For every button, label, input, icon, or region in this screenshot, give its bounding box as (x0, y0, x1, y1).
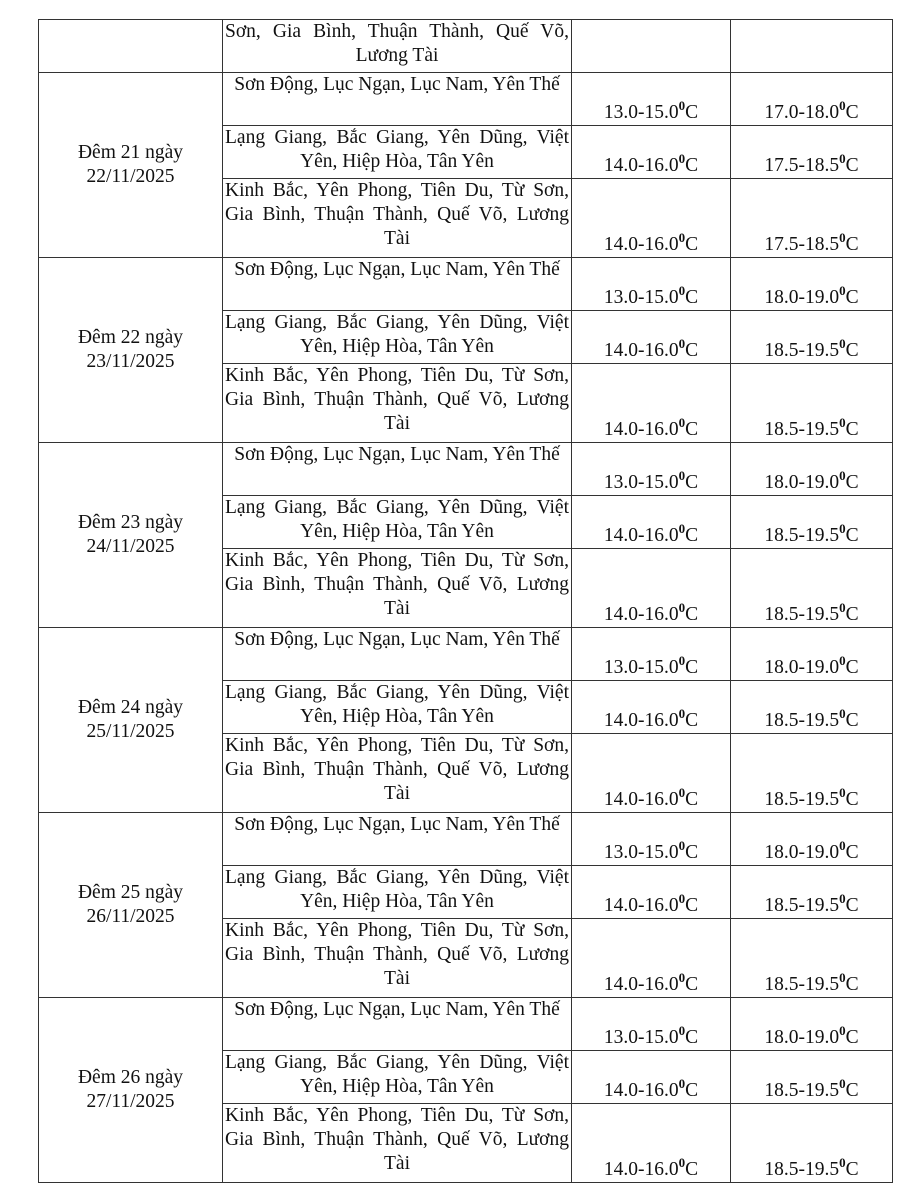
temp-range-a-cell (572, 998, 731, 1051)
area-cell: Sơn Động, Lục Ngạn, Lục Nam, Yên Thế (223, 258, 572, 311)
unit-label: C (685, 657, 699, 678)
temp-range-a-cell (572, 258, 731, 311)
area-cell: Kinh Bắc, Yên Phong, Tiên Du, Từ Sơn, Gia Bình, Thuận Thành, Quế Võ, Lương Tài (223, 549, 572, 628)
degree-mark: 0 (839, 230, 846, 245)
degree-mark: 0 (839, 706, 846, 721)
date-label: 26/11/2025 (86, 906, 175, 927)
degree-mark: 0 (678, 521, 686, 536)
temp-range-b-cell (731, 813, 893, 866)
unit-label: C (685, 472, 699, 493)
temp-range-b-cell (731, 496, 893, 549)
temp-range-a-cell (572, 496, 731, 549)
temp-range-b-cell (731, 364, 893, 443)
unit-label: C (845, 1159, 859, 1180)
table-row-continued (39, 20, 893, 73)
degree-mark: 0 (839, 600, 846, 615)
temp-range-b-cell (731, 1051, 893, 1104)
degree-mark: 0 (839, 891, 846, 906)
unit-label: C (845, 789, 859, 810)
degree-mark: 0 (678, 785, 686, 800)
temp-range-b-cell (731, 1104, 893, 1183)
temp-value: 18.5-19.5 (764, 974, 840, 995)
degree-mark: 0 (678, 600, 686, 615)
night-label: Đêm 26 ngày (77, 1067, 184, 1088)
degree-mark: 0 (839, 838, 846, 853)
degree-mark: 0 (678, 336, 686, 351)
unit-label: C (845, 895, 859, 916)
unit-label: C (845, 234, 859, 255)
temp-range-b-cell (731, 126, 893, 179)
night-date-cell (39, 73, 223, 258)
night-label: Đêm 23 ngày (77, 512, 184, 533)
temp-range-b-cell (731, 734, 893, 813)
temp-value: 14.0-16.0 (603, 155, 679, 176)
temp-range-a-cell (572, 20, 731, 73)
night-label: Đêm 25 ngày (77, 882, 184, 903)
temp-value: 14.0-16.0 (603, 604, 679, 625)
temp-value: 17.5-18.5 (764, 155, 840, 176)
temp-range-a-cell (572, 126, 731, 179)
temp-range-a-cell (572, 311, 731, 364)
area-cell: Lạng Giang, Bắc Giang, Yên Dũng, Việt Yên, Hiệp Hòa, Tân Yên (223, 866, 572, 919)
temp-value: 13.0-15.0 (603, 842, 679, 863)
unit-label: C (845, 340, 859, 361)
temp-value: 18.5-19.5 (764, 525, 840, 546)
temp-value: 18.5-19.5 (764, 419, 840, 440)
temp-range-b-cell (731, 258, 893, 311)
area-cell: Sơn Động, Lục Ngạn, Lục Nam, Yên Thế (223, 628, 572, 681)
degree-mark: 0 (678, 151, 686, 166)
table-row (39, 998, 893, 1051)
area-cell: Lạng Giang, Bắc Giang, Yên Dũng, Việt Yên, Hiệp Hòa, Tân Yên (223, 311, 572, 364)
unit-label: C (685, 1080, 699, 1101)
unit-label: C (845, 710, 859, 731)
area-cell: Kinh Bắc, Yên Phong, Tiên Du, Từ Sơn, Gia Bình, Thuận Thành, Quế Võ, Lương Tài (223, 364, 572, 443)
degree-mark: 0 (678, 415, 686, 430)
area-cell: Sơn Động, Lục Ngạn, Lục Nam, Yên Thế (223, 813, 572, 866)
degree-mark: 0 (839, 336, 846, 351)
temp-range-a-cell (572, 549, 731, 628)
degree-mark: 0 (678, 230, 686, 245)
unit-label: C (685, 842, 699, 863)
temp-range-a-cell (572, 919, 731, 998)
temp-range-a-cell (572, 813, 731, 866)
degree-mark: 0 (839, 653, 846, 668)
temp-value: 14.0-16.0 (603, 234, 679, 255)
unit-label: C (845, 1080, 859, 1101)
degree-mark: 0 (678, 468, 686, 483)
unit-label: C (685, 419, 699, 440)
degree-mark: 0 (839, 283, 846, 298)
night-date-cell (39, 998, 223, 1183)
temp-range-a-cell (572, 179, 731, 258)
unit-label: C (845, 472, 859, 493)
date-label: 25/11/2025 (86, 721, 175, 742)
degree-mark: 0 (839, 970, 846, 985)
area-cell: Lạng Giang, Bắc Giang, Yên Dũng, Việt Yên, Hiệp Hòa, Tân Yên (223, 496, 572, 549)
degree-mark: 0 (839, 521, 846, 536)
unit-label: C (685, 604, 699, 625)
unit-label: C (845, 525, 859, 546)
temp-value: 14.0-16.0 (603, 974, 679, 995)
temp-value: 13.0-15.0 (603, 287, 679, 308)
temp-value: 18.5-19.5 (764, 340, 840, 361)
temp-value: 14.0-16.0 (603, 525, 679, 546)
temp-value: 14.0-16.0 (603, 710, 679, 731)
degree-mark: 0 (839, 415, 846, 430)
area-cell: Sơn Động, Lục Ngạn, Lục Nam, Yên Thế (223, 443, 572, 496)
temp-value: 18.5-19.5 (764, 895, 840, 916)
temp-value: 18.5-19.5 (764, 1080, 840, 1101)
unit-label: C (685, 287, 699, 308)
degree-mark: 0 (678, 1023, 686, 1038)
degree-mark: 0 (839, 98, 846, 113)
temp-value: 14.0-16.0 (603, 1080, 679, 1101)
temp-range-b-cell (731, 311, 893, 364)
temp-value: 14.0-16.0 (603, 895, 679, 916)
temp-value: 18.0-19.0 (764, 287, 840, 308)
table-row (39, 443, 893, 496)
degree-mark: 0 (678, 838, 686, 853)
unit-label: C (685, 102, 699, 123)
degree-mark: 0 (678, 653, 686, 668)
area-cell: Kinh Bắc, Yên Phong, Tiên Du, Từ Sơn, Gia Bình, Thuận Thành, Quế Võ, Lương Tài (223, 919, 572, 998)
temp-range-b-cell (731, 549, 893, 628)
unit-label: C (845, 604, 859, 625)
unit-label: C (685, 234, 699, 255)
area-cell: Sơn Động, Lục Ngạn, Lục Nam, Yên Thế (223, 73, 572, 126)
unit-label: C (685, 789, 699, 810)
table-body (39, 20, 893, 1183)
temp-value: 13.0-15.0 (603, 1027, 679, 1048)
degree-mark: 0 (678, 970, 686, 985)
degree-mark: 0 (839, 785, 846, 800)
unit-label: C (685, 525, 699, 546)
night-date-cell (39, 443, 223, 628)
table-row (39, 628, 893, 681)
area-cell: Kinh Bắc, Yên Phong, Tiên Du, Từ Sơn, Gia Bình, Thuận Thành, Quế Võ, Lương Tài (223, 1104, 572, 1183)
unit-label: C (845, 102, 859, 123)
unit-label: C (685, 340, 699, 361)
date-label: 24/11/2025 (86, 536, 175, 557)
unit-label: C (685, 1159, 699, 1180)
unit-label: C (685, 895, 699, 916)
night-label: Đêm 21 ngày (77, 142, 184, 163)
degree-mark: 0 (839, 1155, 846, 1170)
unit-label: C (685, 710, 699, 731)
area-cell: Sơn Động, Lục Ngạn, Lục Nam, Yên Thế (223, 998, 572, 1051)
area-cell: Lạng Giang, Bắc Giang, Yên Dũng, Việt Yên, Hiệp Hòa, Tân Yên (223, 1051, 572, 1104)
temp-range-a-cell (572, 628, 731, 681)
temp-range-a-cell (572, 734, 731, 813)
temp-range-a-cell (572, 1104, 731, 1183)
temp-value: 18.5-19.5 (764, 1159, 840, 1180)
temp-range-b-cell (731, 998, 893, 1051)
temp-value: 17.5-18.5 (764, 234, 840, 255)
unit-label: C (685, 1027, 699, 1048)
area-cell: Kinh Bắc, Yên Phong, Tiên Du, Từ Sơn, Gia Bình, Thuận Thành, Quế Võ, Lương Tài (223, 734, 572, 813)
night-label: Đêm 22 ngày (77, 327, 184, 348)
unit-label: C (685, 155, 699, 176)
unit-label: C (845, 419, 859, 440)
temp-range-b-cell (731, 681, 893, 734)
temp-range-b-cell (731, 919, 893, 998)
temp-range-a-cell (572, 1051, 731, 1104)
temp-value: 14.0-16.0 (603, 419, 679, 440)
unit-label: C (845, 657, 859, 678)
temp-range-b-cell (731, 179, 893, 258)
temperature-forecast-table (38, 19, 893, 1183)
table-row (39, 258, 893, 311)
area-cell: Kinh Bắc, Yên Phong, Tiên Du, Từ Sơn, Gia Bình, Thuận Thành, Quế Võ, Lương Tài (223, 179, 572, 258)
night-label: Đêm 24 ngày (77, 697, 184, 718)
temp-range-a-cell (572, 443, 731, 496)
temp-range-a-cell (572, 364, 731, 443)
area-cell: Sơn, Gia Bình, Thuận Thành, Quế Võ, Lương Tài (223, 20, 572, 73)
temp-range-a-cell (572, 866, 731, 919)
temp-value: 18.0-19.0 (764, 472, 840, 493)
temp-value: 14.0-16.0 (603, 789, 679, 810)
unit-label: C (845, 287, 859, 308)
degree-mark: 0 (839, 1076, 846, 1091)
temp-value: 13.0-15.0 (603, 472, 679, 493)
temp-range-b-cell (731, 20, 893, 73)
degree-mark: 0 (678, 98, 686, 113)
night-date-cell (39, 258, 223, 443)
night-date-cell (39, 628, 223, 813)
temp-range-a-cell (572, 681, 731, 734)
temp-value: 17.0-18.0 (764, 102, 840, 123)
unit-label: C (845, 974, 859, 995)
degree-mark: 0 (678, 1155, 686, 1170)
unit-label: C (845, 1027, 859, 1048)
temp-range-b-cell (731, 628, 893, 681)
degree-mark: 0 (839, 468, 846, 483)
temp-value: 14.0-16.0 (603, 1159, 679, 1180)
temp-value: 18.5-19.5 (764, 789, 840, 810)
degree-mark: 0 (678, 891, 686, 906)
degree-mark: 0 (678, 283, 686, 298)
date-label: 23/11/2025 (86, 351, 175, 372)
temp-value: 18.5-19.5 (764, 604, 840, 625)
temp-value: 13.0-15.0 (603, 102, 679, 123)
temp-value: 18.0-19.0 (764, 657, 840, 678)
date-cell-continued (39, 20, 223, 73)
temp-value: 13.0-15.0 (603, 657, 679, 678)
temp-range-b-cell (731, 443, 893, 496)
unit-label: C (845, 842, 859, 863)
temp-value: 18.0-19.0 (764, 1027, 840, 1048)
degree-mark: 0 (678, 1076, 686, 1091)
unit-label: C (845, 155, 859, 176)
temp-value: 14.0-16.0 (603, 340, 679, 361)
degree-mark: 0 (839, 151, 846, 166)
date-label: 27/11/2025 (86, 1091, 175, 1112)
date-label: 22/11/2025 (86, 166, 175, 187)
table-row (39, 73, 893, 126)
temp-value: 18.0-19.0 (764, 842, 840, 863)
unit-label: C (685, 974, 699, 995)
temp-range-b-cell (731, 866, 893, 919)
degree-mark: 0 (678, 706, 686, 721)
temp-range-b-cell (731, 73, 893, 126)
degree-mark: 0 (839, 1023, 846, 1038)
table-row (39, 813, 893, 866)
night-date-cell (39, 813, 223, 998)
area-cell: Lạng Giang, Bắc Giang, Yên Dũng, Việt Yên, Hiệp Hòa, Tân Yên (223, 681, 572, 734)
area-cell: Lạng Giang, Bắc Giang, Yên Dũng, Việt Yên, Hiệp Hòa, Tân Yên (223, 126, 572, 179)
temp-value: 18.5-19.5 (764, 710, 840, 731)
temp-range-a-cell (572, 73, 731, 126)
